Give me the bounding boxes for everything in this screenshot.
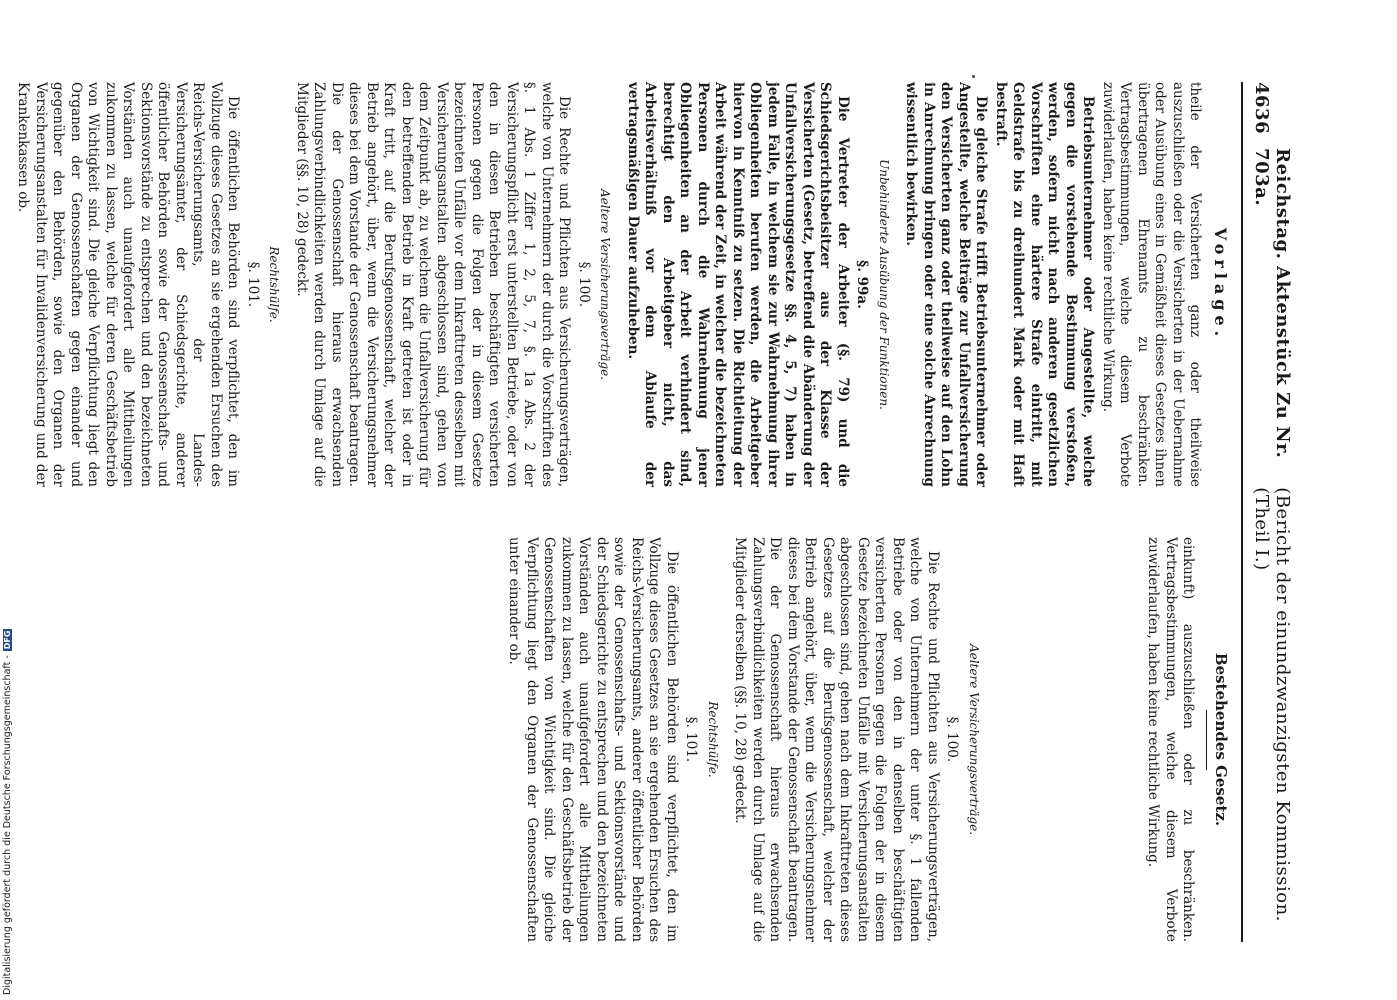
footer-text: Digitalisierung gefördert durch die Deutsche Forschungsgemeinschaft - xyxy=(2,655,13,995)
vorlage-subheading-legal-aid: Rechtshülfe. xyxy=(267,246,282,323)
page-title: Reichstag. Aktenstück Zu Nr. 703a. xyxy=(1251,148,1293,459)
digitization-footer xyxy=(2,0,13,995)
dfg-logo: DFG xyxy=(3,630,12,650)
vorlage-paragraph-5: Die Rechte und Pflichten aus Versicherungsverträgen, welche von Unternehmern der durch die Vorschriften des §. 1 Abs. 1 Ziffer 1, 2, 5, 7, §. 1a Abs. 2 der Versicherungspflicht erst unterstellten Betriebe, oder von den in diesen Betrieben beschäftigten versicherten Personen gegen die Folgen der in diesem Gesetze bezeichneten Unfälle vor dem Inkrafttreten desselben mit Versicherungsanstalten abgeschlossen sind, gehen von dem Zeitpunkt ab, zu welchem die Unfallversicherung für den betreffenden Betrieb in Kraft getreten ist oder in Kraft tritt, auf die Berufsgenossenschaft, welcher der Betrieb angehört, über, wenn die Versicherungsnehmer dieses bei dem Vorstande der Genossenschaft beantragen. Die der Genossenschaft hieraus erwachsenden Zahlungsverbindlichkeiten werden durch Umlage auf die Mitglieder (§§. 10, 28) gedeckt. xyxy=(294,82,573,487)
page-number: 4636 xyxy=(1251,82,1272,135)
existing-paragraph-6: Die öffentlichen Behörden sind verpflichtet, den im Vollzuge dieses Gesetzes an sie ergehenden Ersuchen des Reichs-Versicherungsamts, anderer öffentlicher Behörden sowie der Genossenschafts- und Sektionsvorstände und der Schiedsgerichte zu entsprechen und den bezeichneten Vorständen auch unaufgefordert alle Mittheilungen zukommen zu lassen, welche für den Geschäftsbetrieb der Genossenschaften von Wichtigkeit sind. Die gleiche Verpflichtung liegt den Organen der Genossenschaften unter einander ob. xyxy=(506,537,680,942)
existing-paragraph-1: einkunft) auszuschließen oder zu beschränken. Vertragsbestimmungen, welche diesem Verbote zuwiderlaufen, haben keine rechtliche Wirkung. xyxy=(1145,537,1197,942)
existing-section-101: §. 101. xyxy=(683,716,700,763)
vorlage-subheading-contracts: Aeltere Versicherungsverträge. xyxy=(598,188,613,381)
header-rule xyxy=(1241,82,1243,942)
vorlage-paragraph-1: theile der Versicherten ganz oder theilweise auszuschließen oder die Versicherten in der Uebernahme oder Ausübung eines in Gemäßheit dieses Gesetzes ihnen übertragenen Ehrenamts zu beschränken. Vertragsbestimmungen, welche diesem Verbote zuwiderlaufen, haben keine rechtliche Wirkung. xyxy=(1100,82,1204,487)
column-bestehendes-gesetz xyxy=(503,537,1231,942)
vorlage-section-101: §. 101. xyxy=(245,261,261,308)
vorlage-paragraph-3: Die gleiche Strafe trifft Betriebsunternehmer oder Angestellte, welche Beiträge zur Unfallversicherung den Versicherten ganz oder theilweise auf den Lohn in Anrechnung bringen oder eine solche Anrechnung wissentlich bewirken. xyxy=(903,82,990,487)
column-heading-existing-law: Bestehendes Gesetz. xyxy=(1212,652,1230,827)
scan-speck xyxy=(972,75,975,78)
vorlage-section-99a: §. 99a. xyxy=(854,260,871,309)
vorlage-paragraph-6: Die öffentlichen Behörden sind verpflichtet, den im Vollzuge dieses Gesetzes an sie ergehenden Ersuchen des Reichs-Versicherungsamts, der Landes-Versicherungsämter, der Schiedsgerichte, anderer öffentlicher Behörden sowie der Genossenschafts- und Sektionsvorstände zu entsprechen und den bezeichneten Vorständen auch unaufgefordert alle Mittheilungen zukommen zu lassen, welche für deren Geschäftsbetrieb von Wichtigkeit sind. Die gleiche Verpflichtung liegt den Organen der Genossenschaften gegen einander und gegenüber den Behörden, sowie den Organen der Versicherungsanstalten für Invalidenversicherung und der Krankenkassen ob. xyxy=(15,82,242,487)
column-gap xyxy=(992,537,1142,942)
heading-rule xyxy=(1207,710,1208,770)
vorlage-subheading-functions: Unbehinderte Ausübung der Funktionen. xyxy=(877,159,891,410)
column-vorlage xyxy=(12,82,1231,487)
existing-paragraph-5: Die Rechte und Pflichten aus Versicherungsverträgen, welche von Unternehmern der unter §. 1 fallenden Betriebe oder von den in denselben beschäftigten versicherten Personen gegen die Folgen der in diesem Gesetze bezeichneten Unfälle mit Versicherungsanstalten abgeschlossen sind, gehen nach dem Inkrafttreten dieses Gesetzes auf die Berufsgenossenschaft, welcher der Betrieb angehört, über, wenn die Versicherungsnehmer dieses bei dem Vorstande der Genossenschaft beantragen. Die der Genossenschaft hieraus erwachsenden Zahlungsverbindlichkeiten werden durch Umlage auf die Mitglieder derselben (§§. 10, 28) gedeckt. xyxy=(732,537,941,942)
vorlage-section-100: §. 100. xyxy=(576,261,592,308)
existing-subheading-legal-aid: Rechtshülfe. xyxy=(706,701,720,778)
vorlage-paragraph-4: Die Vertreter der Arbeiter (§. 79) und die Schiedsgerichtsbeisitzer aus der Klasse der Versicherten (Gesetz, betreffend die Abänderung der Unfallversicherungsgesetze §§. 4, 5, 7) haben in jedem Falle, in welchem sie zur Wahrnehmung ihrer Obliegenheiten berufen werden, die Arbeitgeber hiervon in Kenntniß zu setzen. Die Richtleitung der Arbeit während der Zeit, in welcher die bezeichneten Personen durch die Wahrnehmung jener Obliegenheiten an der Arbeit verhindert sind, berechtigt den Arbeitgeber nicht, das Arbeitsverhältniß vor dem Ablaufe der vertragsmäßigen Dauer aufzuheben. xyxy=(625,82,851,487)
page-header xyxy=(1251,82,1293,942)
column-heading-vorlage: Vorlage. xyxy=(1211,227,1230,342)
page-subtitle: (Bericht der einundzwanzigsten Kommission. (Theil I.) xyxy=(1251,487,1293,922)
existing-subheading-contracts: Aeltere Versicherungsverträge. xyxy=(967,643,981,836)
rotated-document-page xyxy=(15,82,1293,942)
vorlage-paragraph-2: Betriebsunternehmer oder Angestellte, welche gegen die vorstehende Bestimmung verstoßen, werden, sofern nicht nach anderen gesetzlichen Vorschriften eine härtere Strafe eintritt, mit Geldstrafe bis zu dreihundert Mark oder mit Haft bestraft. xyxy=(993,82,1097,487)
existing-section-100: §. 100. xyxy=(944,716,961,763)
